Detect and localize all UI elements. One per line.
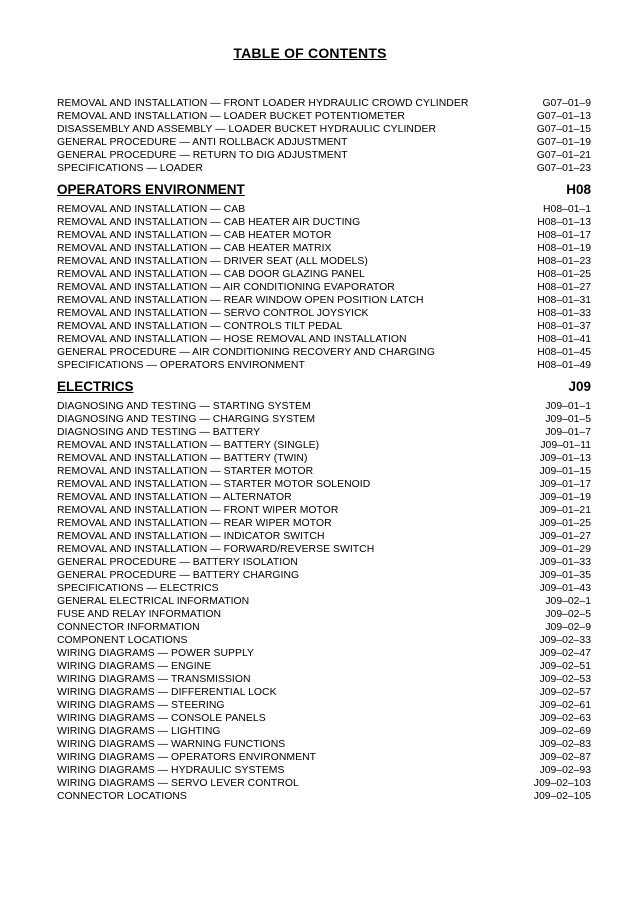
toc-entry[interactable] (57, 268, 591, 281)
toc-entry-page: J09–01–35 (539, 570, 591, 581)
toc-entry-page: H08–01–25 (537, 269, 591, 280)
toc-entry-page: H08–01–33 (537, 308, 591, 319)
toc-entry-page: H08–01–45 (537, 347, 591, 358)
toc-entry-page: H08–01–13 (537, 217, 591, 228)
toc-entry[interactable] (57, 595, 591, 608)
toc-entry-page: J09–01–15 (539, 466, 591, 477)
toc-entry[interactable] (57, 216, 591, 229)
toc-entry-page: G07–01–9 (542, 98, 591, 109)
toc-entry-title: REMOVAL AND INSTALLATION — DRIVER SEAT (ALL MODELS) (57, 256, 368, 267)
toc-entry-page: J09–01–29 (539, 544, 591, 555)
toc-entry-page: G07–01–15 (536, 124, 591, 135)
toc-entry-title: REMOVAL AND INSTALLATION — AIR CONDITIONING EVAPORATOR (57, 282, 395, 293)
toc-entry-page: J09–01–21 (539, 505, 591, 516)
toc-entry-title: COMPONENT LOCATIONS (57, 635, 188, 646)
toc-entry[interactable] (57, 162, 591, 175)
toc-entry[interactable] (57, 556, 591, 569)
toc-entry-title: REMOVAL AND INSTALLATION — REAR WINDOW OPEN POSITION LATCH (57, 295, 424, 306)
toc-entry-page: H08–01–1 (543, 204, 591, 215)
section-header-operators-environment[interactable] (57, 181, 591, 199)
toc-entry-title: WIRING DIAGRAMS — LIGHTING (57, 726, 221, 737)
section-header-electrics[interactable] (57, 378, 591, 396)
toc-entry-page: J09–02–61 (539, 700, 591, 711)
toc-entry-title: WIRING DIAGRAMS — OPERATORS ENVIRONMENT (57, 752, 317, 763)
toc-entry[interactable] (57, 517, 591, 530)
toc-entry[interactable] (57, 255, 591, 268)
toc-entry-page: J09–02–47 (539, 648, 591, 659)
toc-entry[interactable] (57, 582, 591, 595)
toc-entry[interactable] (57, 504, 591, 517)
toc-entry[interactable] (57, 686, 591, 699)
section-code: J09 (568, 379, 591, 394)
toc-entry-page: G07–01–21 (536, 150, 591, 161)
toc-entry[interactable] (57, 725, 591, 738)
toc-entry-title: WIRING DIAGRAMS — STEERING (57, 700, 225, 711)
toc-entry-title: REMOVAL AND INSTALLATION — INDICATOR SWITCH (57, 531, 325, 542)
toc-entry-page: J09–01–33 (539, 557, 591, 568)
toc-entry-title: GENERAL PROCEDURE — BATTERY CHARGING (57, 570, 300, 581)
toc-entry[interactable] (57, 530, 591, 543)
toc-entry-page: H08–01–23 (537, 256, 591, 267)
toc-entry[interactable] (57, 712, 591, 725)
section-loader (57, 97, 591, 175)
toc-entry[interactable] (57, 333, 591, 346)
toc-entry-page: H08–01–31 (537, 295, 591, 306)
toc-entry-title: REMOVAL AND INSTALLATION — BATTERY (TWIN) (57, 453, 308, 464)
toc-entry-title: SPECIFICATIONS — ELECTRICS (57, 583, 219, 594)
toc-entry-title: REMOVAL AND INSTALLATION — CAB HEATER MOTOR (57, 230, 332, 241)
toc-entry-title: DISASSEMBLY AND ASSEMBLY — LOADER BUCKET HYDRAULIC CYLINDER (57, 124, 437, 135)
toc-entry-title: REMOVAL AND INSTALLATION — STARTER MOTOR (57, 466, 314, 477)
toc-entry[interactable] (57, 149, 591, 162)
toc-entry[interactable] (57, 123, 591, 136)
toc-entry-page: J09–02–63 (539, 713, 591, 724)
toc-entry-title: REMOVAL AND INSTALLATION — LOADER BUCKET POTENTIOMETER (57, 111, 405, 122)
section-code: H08 (566, 182, 591, 197)
toc-entry-title: REMOVAL AND INSTALLATION — STARTER MOTOR SOLENOID (57, 479, 371, 490)
toc-entry[interactable] (57, 478, 591, 491)
toc-entry-page: J09–02–1 (545, 596, 591, 607)
toc-entry[interactable] (57, 621, 591, 634)
toc-entry-page: J09–02–9 (545, 622, 591, 633)
toc-entry[interactable] (57, 281, 591, 294)
toc-entry-title: WIRING DIAGRAMS — TRANSMISSION (57, 674, 251, 685)
toc-entry-page: J09–01–27 (539, 531, 591, 542)
toc-entry-page: G07–01–13 (536, 111, 591, 122)
toc-entry[interactable] (57, 790, 591, 803)
section-title: OPERATORS ENVIRONMENT (57, 182, 245, 197)
toc-entry-title: REMOVAL AND INSTALLATION — FORWARD/REVERSE SWITCH (57, 544, 375, 555)
toc-entry-title: REMOVAL AND INSTALLATION — ALTERNATOR (57, 492, 292, 503)
toc-entry-title: REMOVAL AND INSTALLATION — FRONT LOADER HYDRAULIC CROWD CYLINDER (57, 98, 469, 109)
toc-entry[interactable] (57, 491, 591, 504)
toc-entry[interactable] (57, 569, 591, 582)
toc-entry[interactable] (57, 439, 591, 452)
toc-entry[interactable] (57, 738, 591, 751)
toc-entry-title: DIAGNOSING AND TESTING — BATTERY (57, 427, 261, 438)
toc-entry-title: DIAGNOSING AND TESTING — STARTING SYSTEM (57, 401, 311, 412)
toc-entry[interactable] (57, 777, 591, 790)
section-title: ELECTRICS (57, 379, 134, 394)
toc-entry-title: GENERAL PROCEDURE — AIR CONDITIONING RECOVERY AND CHARGING (57, 347, 435, 358)
toc-entry-title: REMOVAL AND INSTALLATION — CAB HEATER AIR DUCTING (57, 217, 361, 228)
toc-entry-title: REMOVAL AND INSTALLATION — CONTROLS TILT PEDAL (57, 321, 343, 332)
toc-entry[interactable] (57, 608, 591, 621)
toc-entry[interactable] (57, 136, 591, 149)
toc-entry-title: DIAGNOSING AND TESTING — CHARGING SYSTEM (57, 414, 316, 425)
toc-entry-page: J09–01–5 (545, 414, 591, 425)
toc-entry-page: H08–01–41 (537, 334, 591, 345)
section-electrics (57, 400, 591, 803)
toc-entry[interactable] (57, 699, 591, 712)
toc-entry-title: REMOVAL AND INSTALLATION — CAB DOOR GLAZING PANEL (57, 269, 365, 280)
toc-entry[interactable] (57, 400, 591, 413)
toc-entry[interactable] (57, 452, 591, 465)
toc-entry-page: J09–02–93 (539, 765, 591, 776)
toc-entry-page: J09–02–87 (539, 752, 591, 763)
toc-entry-title: REMOVAL AND INSTALLATION — CAB HEATER MATRIX (57, 243, 332, 254)
toc-entry-title: REMOVAL AND INSTALLATION — SERVO CONTROL JOYSYICK (57, 308, 369, 319)
toc-entry[interactable] (57, 673, 591, 686)
toc-entry-title: FUSE AND RELAY INFORMATION (57, 609, 222, 620)
toc-entry-page: J09–02–83 (539, 739, 591, 750)
toc-entry-title: SPECIFICATIONS — LOADER (57, 163, 203, 174)
toc-entry-title: GENERAL PROCEDURE — RETURN TO DIG ADJUSTMENT (57, 150, 348, 161)
toc-entry[interactable] (57, 660, 591, 673)
toc-entry[interactable] (57, 764, 591, 777)
toc-entry-page: H08–01–19 (537, 243, 591, 254)
toc-entry-page: J09–01–43 (539, 583, 591, 594)
toc-entry[interactable] (57, 634, 591, 647)
toc-entry-title: GENERAL ELECTRICAL INFORMATION (57, 596, 250, 607)
toc-entry-title: WIRING DIAGRAMS — SERVO LEVER CONTROL (57, 778, 299, 789)
toc-entry-page: J09–02–33 (539, 635, 591, 646)
toc-entry-title: GENERAL PROCEDURE — BATTERY ISOLATION (57, 557, 298, 568)
toc-entry-page: H08–01–37 (537, 321, 591, 332)
toc-entry-page: G07–01–19 (536, 137, 591, 148)
table-of-contents (57, 97, 591, 803)
toc-entry-page: J09–02–103 (533, 778, 591, 789)
toc-entry-page: H08–01–27 (537, 282, 591, 293)
section-operators-environment (57, 203, 591, 372)
toc-entry-title: WIRING DIAGRAMS — HYDRAULIC SYSTEMS (57, 765, 285, 776)
toc-entry-title: GENERAL PROCEDURE — ANTI ROLLBACK ADJUSTMENT (57, 137, 348, 148)
toc-entry[interactable] (57, 751, 591, 764)
toc-entry-title: WIRING DIAGRAMS — CONSOLE PANELS (57, 713, 266, 724)
toc-entry[interactable] (57, 294, 591, 307)
toc-entry-title: REMOVAL AND INSTALLATION — BATTERY (SINGLE) (57, 440, 320, 451)
toc-entry[interactable] (57, 110, 591, 123)
toc-entry-page: J09–02–53 (539, 674, 591, 685)
toc-entry[interactable] (57, 97, 591, 110)
toc-entry[interactable] (57, 465, 591, 478)
toc-entry-page: H08–01–49 (537, 360, 591, 371)
toc-entry-page: J09–02–51 (539, 661, 591, 672)
toc-entry-title: CONNECTOR LOCATIONS (57, 791, 187, 802)
toc-entry-page: J09–01–7 (545, 427, 591, 438)
toc-entry-page: J09–01–13 (539, 453, 591, 464)
toc-entry-title: WIRING DIAGRAMS — DIFFERENTIAL LOCK (57, 687, 277, 698)
toc-entry[interactable] (57, 320, 591, 333)
toc-entry[interactable] (57, 203, 591, 216)
toc-entry-page: G07–01–23 (536, 163, 591, 174)
toc-entry-page: J09–02–5 (545, 609, 591, 620)
toc-entry[interactable] (57, 346, 591, 359)
toc-entry-page: H08–01–17 (537, 230, 591, 241)
toc-entry-title: WIRING DIAGRAMS — WARNING FUNCTIONS (57, 739, 286, 750)
toc-entry-title: REMOVAL AND INSTALLATION — CAB (57, 204, 246, 215)
toc-entry[interactable] (57, 229, 591, 242)
toc-entry-page: J09–01–19 (539, 492, 591, 503)
toc-entry-page: J09–01–17 (539, 479, 591, 490)
toc-entry[interactable] (57, 426, 591, 439)
toc-entry-title: REMOVAL AND INSTALLATION — REAR WIPER MOTOR (57, 518, 332, 529)
toc-entry[interactable] (57, 242, 591, 255)
toc-entry-title: WIRING DIAGRAMS — POWER SUPPLY (57, 648, 255, 659)
toc-entry[interactable] (57, 413, 591, 426)
toc-entry-page: J09–01–25 (539, 518, 591, 529)
toc-entry-page: J09–02–69 (539, 726, 591, 737)
toc-entry-page: J09–02–57 (539, 687, 591, 698)
toc-entry-title: REMOVAL AND INSTALLATION — FRONT WIPER MOTOR (57, 505, 339, 516)
toc-entry[interactable] (57, 359, 591, 372)
toc-entry[interactable] (57, 307, 591, 320)
toc-entry[interactable] (57, 543, 591, 556)
toc-entry[interactable] (57, 647, 591, 660)
toc-entry-title: REMOVAL AND INSTALLATION — HOSE REMOVAL AND INSTALLATION (57, 334, 407, 345)
toc-entry-title: SPECIFICATIONS — OPERATORS ENVIRONMENT (57, 360, 305, 371)
toc-entry-page: J09–02–105 (533, 791, 591, 802)
page-title: TABLE OF CONTENTS (233, 45, 387, 61)
toc-entry-title: CONNECTOR INFORMATION (57, 622, 200, 633)
toc-entry-page: J09–01–1 (545, 401, 591, 412)
toc-entry-page: J09–01–11 (540, 440, 591, 451)
toc-entry-title: WIRING DIAGRAMS — ENGINE (57, 661, 212, 672)
